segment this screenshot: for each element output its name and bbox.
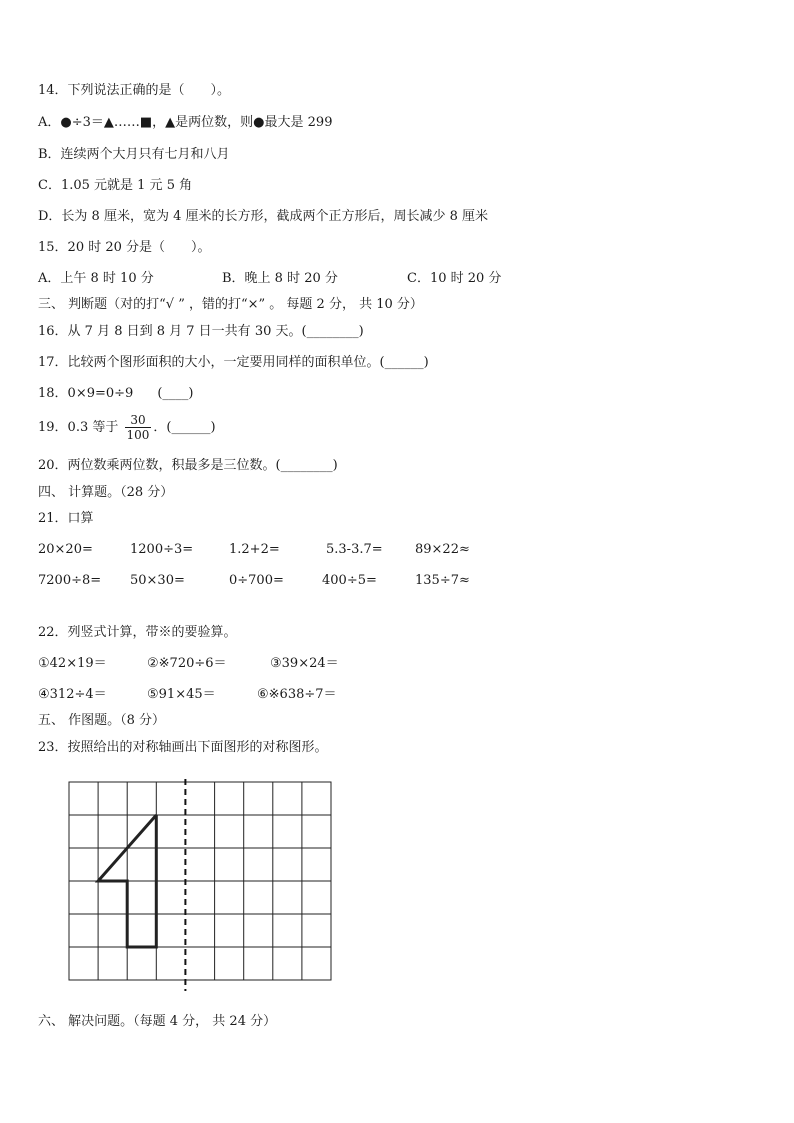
q17-text: 17．比较两个图形面积的大小，一定要用同样的面积单位。 (38, 355, 380, 370)
section-5-heading: 五、 作图题。（8 分） (38, 713, 166, 728)
question-16 (38, 324, 364, 340)
q19-answer-blank: (______) (166, 420, 216, 435)
q19-period: ． (153, 420, 167, 435)
q21-item: 50×30= (130, 573, 185, 588)
q16-text: 16．从 7 月 8 日到 8 月 7 日一共有 30 天。 (38, 324, 302, 339)
section-3-heading: 三、 判断题（对的打“√ ” ，错的打“×” 。 每题 2 分， 共 10 分） (38, 297, 423, 312)
q14-stem: 14．下列说法正确的是（ ）。 (38, 83, 231, 98)
question-19 (38, 410, 216, 446)
q22-item: ④312÷4＝ (38, 687, 107, 702)
q21-item: 7200÷8= (38, 573, 102, 588)
q18-text: 18．0×9=0÷9 (38, 386, 134, 401)
q15-stem: 15．20 时 20 分是（ ）。 (38, 240, 211, 255)
q23-title: 23．按照给出的对称轴画出下面图形的对称图形。 (38, 740, 328, 755)
q21-item: 0÷700= (229, 573, 284, 588)
q22-item: ①42×19＝ (38, 656, 107, 671)
q14-option-b: B．连续两个大月只有七月和八月 (38, 147, 230, 162)
q19-fraction-denominator: 100 (126, 428, 150, 442)
q21-item: 1.2+2= (229, 542, 280, 557)
q22-item: ③39×24＝ (270, 656, 339, 671)
q20-answer-blank: (________) (275, 458, 338, 473)
q21-item: 20×20= (38, 542, 93, 557)
q22-item: ②※720÷6＝ (147, 656, 227, 671)
q14-option-a: A．●÷3＝▲……■，▲是两位数，则●最大是 299 (38, 115, 333, 130)
section-6-heading: 六、 解决问题。（每题 4 分， 共 24 分） (38, 1014, 277, 1029)
section-4-heading: 四、 计算题。（28 分） (38, 485, 174, 500)
q14-option-c: C．1.05 元就是 1 元 5 角 (38, 178, 193, 193)
q21-title: 21．口算 (38, 511, 94, 526)
q19-text: 19．0.3 等于 (38, 420, 119, 435)
question-17 (38, 355, 429, 371)
symmetry-grid-figure (66, 779, 336, 991)
q21-item: 1200÷3= (130, 542, 194, 557)
q21-item: 5.3-3.7= (326, 542, 383, 557)
q22-item: ⑤91×45＝ (147, 687, 216, 702)
q15-option-b: B．晚上 8 时 20 分 (222, 271, 338, 286)
q22-title: 22．列竖式计算，带※的要验算。 (38, 625, 237, 640)
q21-item: 400÷5= (322, 573, 377, 588)
question-18 (38, 386, 193, 402)
q19-fraction (125, 413, 152, 442)
q17-answer-blank: (______) (379, 355, 429, 370)
q19-fraction-numerator: 30 (125, 413, 152, 428)
q18-answer-blank: (____) (157, 386, 194, 401)
q21-item: 135÷7≈ (415, 573, 470, 588)
q21-item: 89×22≈ (415, 542, 470, 557)
q20-text: 20．两位数乘两位数，积最多是三位数。 (38, 458, 276, 473)
question-20 (38, 458, 338, 474)
q15-option-c: C．10 时 20 分 (407, 271, 502, 286)
q14-option-d: D．长为 8 厘米，宽为 4 厘米的长方形，截成两个正方形后，周长减少 8 厘米 (38, 209, 489, 224)
q22-item: ⑥※638÷7＝ (257, 687, 337, 702)
q15-option-a: A．上午 8 时 10 分 (38, 271, 154, 286)
q16-answer-blank: (________) (301, 324, 364, 339)
